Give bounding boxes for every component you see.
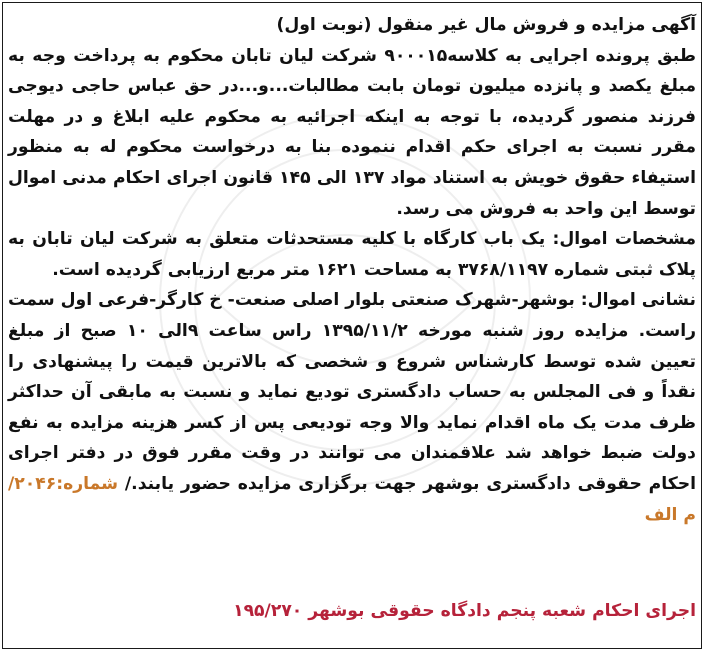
address-and-terms xyxy=(8,285,696,530)
issuer-footer: اجرای احکام شعبه پنجم دادگاه حقوقی بوشهر ۱۹۵/۲۷۰ xyxy=(233,601,696,621)
property-specs: مشخصات اموال: یک باب کارگاه با کلیه مستحدثات متعلق به شرکت لیان تابان به پلاک ثبتی شماره ۳۷۶۸/۱۱۹۷ به مساحت ۱۶۲۱ متر مربع ارزیابی گردیده است. xyxy=(8,229,696,280)
notice-title: آگهی مزایده و فروش مال غیر منقول (نوبت اول) xyxy=(276,15,696,35)
notice-body: طبق پرونده اجرایی به کلاسه۹۰۰۰۱۵ شرکت لیان تابان محکوم به پرداخت وجه به مبلغ یکصد و پانزده میلیون تومان بابت مطالبات...و...در حق عباس حاجی دیوجی فرزند منصور گردیده، با توجه به اینکه اجرائیه به محکوم علیه ابلاغ و در مهلت مقرر نسبت به اجرای حکم اقدام ننموده بنا به درخواست محکوم له به منظور استیفاء حقوق خویش به استناد مواد ۱۳۷ الی ۱۴۵ قانون اجرای احکام مدنی اموال توسط این واحد به فروش می رسد. xyxy=(8,45,696,219)
reference-number: شماره:۲۰۴۶/ م الف xyxy=(8,473,696,525)
address-and-terms-text: نشانی اموال: بوشهر-شهرک صنعتی بلوار اصلی صنعت- خ کارگر-فرعی اول سمت راست. مزایده روز شنبه مورخه ۱۳۹۵/۱۱/۲ راس ساعت ۹الی ۱۰ صبح از مبلغ تعیین شده توسط کارشناس شروع و شخصی که بالاترین قیمت را پیشنهادی را نقداً و فی المجلس به حساب دادگستری تودیع نماید و نسبت به مابقی آن حداکثر ظرف مدت یک ماه اقدام نماید والا وجه تودیعی پس از کسر هزینه مزایده به نفع دولت ضبط خواهد شد علاقمندان می توانند در وقت مقرر فوق در دفتر اجرای احکام حقوقی دادگستری بوشهر جهت برگزاری مزایده حضور یابند./ xyxy=(8,290,696,494)
notice-text xyxy=(8,10,696,530)
